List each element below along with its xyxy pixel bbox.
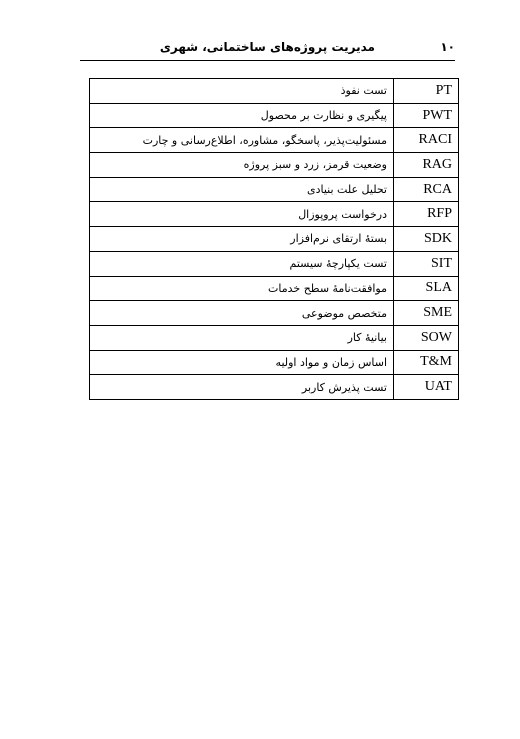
abbreviation: SLA xyxy=(394,276,459,301)
abbreviation-meaning: تست نفوذ xyxy=(90,79,394,104)
table-row xyxy=(90,202,459,227)
abbreviation: RAG xyxy=(394,153,459,178)
table-row xyxy=(90,251,459,276)
page-header xyxy=(80,38,455,61)
table-row xyxy=(90,79,459,104)
table-row xyxy=(90,301,459,326)
abbreviation-meaning: اساس زمان و مواد اولیه xyxy=(90,350,394,375)
abbreviation-table xyxy=(89,78,459,400)
abbreviation-meaning: بیانیهٔ کار xyxy=(90,325,394,350)
abbreviation: RFP xyxy=(394,202,459,227)
abbreviation-meaning: تست پذیرش کاربر xyxy=(90,375,394,400)
abbreviation-meaning: متخصص موضوعی xyxy=(90,301,394,326)
abbreviation-table-body xyxy=(90,79,459,400)
table-row xyxy=(90,375,459,400)
table-row xyxy=(90,350,459,375)
abbreviation: RACI xyxy=(394,128,459,153)
abbreviation-meaning: مسئولیت‌پذیر، پاسخگو، مشاوره، اطلاع‌رسانی و چارت xyxy=(90,128,394,153)
abbreviation-meaning: درخواست پروپوزال xyxy=(90,202,394,227)
abbreviation: SME xyxy=(394,301,459,326)
abbreviation: SIT xyxy=(394,251,459,276)
page-title: مدیریت پروژه‌های ساختمانی، شهری xyxy=(159,40,375,54)
table-row xyxy=(90,153,459,178)
abbreviation: PWT xyxy=(394,103,459,128)
abbreviation-meaning: موافقت‌نامهٔ سطح خدمات xyxy=(90,276,394,301)
table-row xyxy=(90,128,459,153)
abbreviation: T&M xyxy=(394,350,459,375)
table-row xyxy=(90,325,459,350)
abbreviation-meaning: پیگیری و نظارت بر محصول xyxy=(90,103,394,128)
abbreviation-meaning: تحلیل علت بنیادی xyxy=(90,177,394,202)
abbreviation: SDK xyxy=(394,227,459,252)
table-row xyxy=(90,276,459,301)
abbreviation-meaning: تست یکپارچهٔ سیستم xyxy=(90,251,394,276)
page-number: ۱۰ xyxy=(440,40,455,54)
abbreviation-meaning: بستهٔ ارتقای نرم‌افزار xyxy=(90,227,394,252)
table-row xyxy=(90,227,459,252)
table-row xyxy=(90,177,459,202)
table-row xyxy=(90,103,459,128)
abbreviation-meaning: وضعیت قرمز، زرد و سبز پروژه xyxy=(90,153,394,178)
abbreviation: RCA xyxy=(394,177,459,202)
abbreviation: SOW xyxy=(394,325,459,350)
abbreviation: PT xyxy=(394,79,459,104)
abbreviation: UAT xyxy=(394,375,459,400)
